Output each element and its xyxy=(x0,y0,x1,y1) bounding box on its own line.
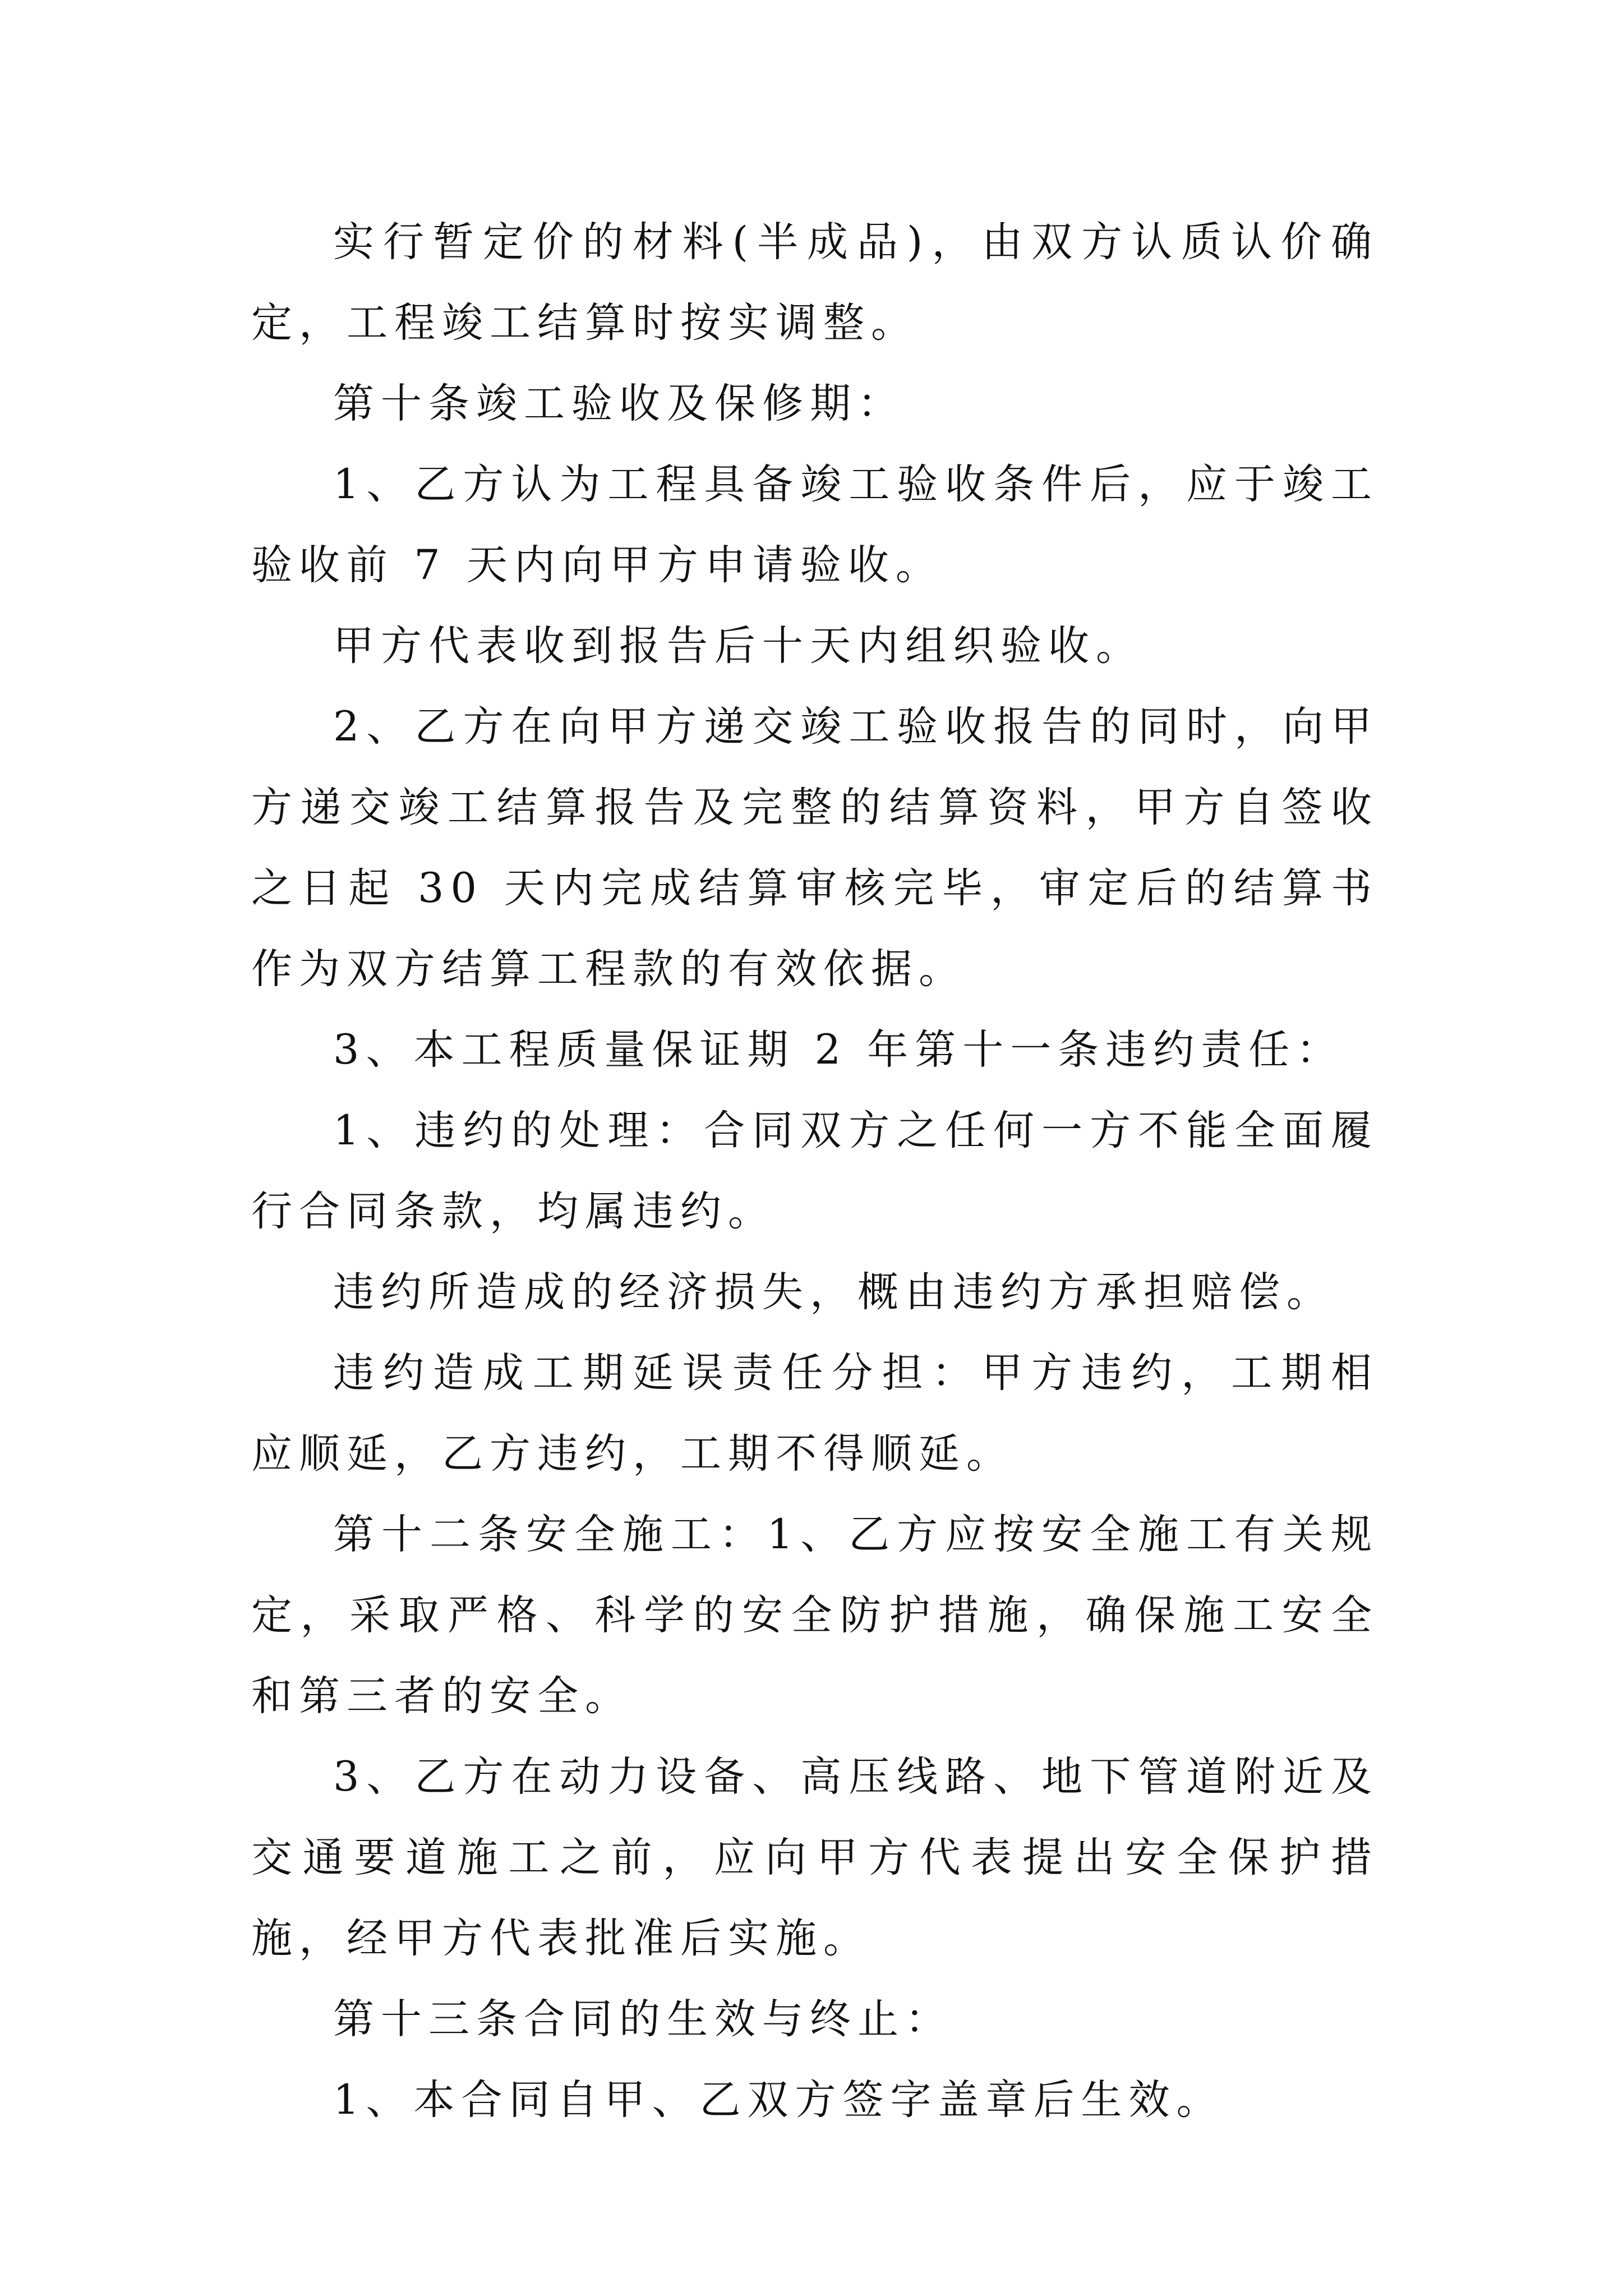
paragraph-9: 违约造成工期延误责任分担：甲方违约，工期相应顺延，乙方违约，工期不得顺延。 xyxy=(251,1349,1378,1478)
paragraph-6: 3、本工程质量保证期 2 年第十一条违约责任： xyxy=(333,1026,1344,1074)
paragraph-5: 2、乙方在向甲方递交竣工验收报告的同时，向甲方递交竣工结算报告及完整的结算资料，甲方自签收之日起 30 天内完成结算审核完毕，审定后的结算书作为双方结算工程款的有效依据。 xyxy=(251,703,1378,993)
paragraph-4: 甲方代表收到报告后十天内组织验收。 xyxy=(333,622,1144,670)
paragraph-10: 第十二条安全施工：1、乙方应按安全施工有关规定，采取严格、科学的安全防护措施，确保施工安全和第三者的安全。 xyxy=(251,1511,1378,1720)
paragraph-7: 1、违约的处理：合同双方之任何一方不能全面履行合同条款，均属违约。 xyxy=(251,1107,1378,1235)
paragraph-13: 1、本合同自甲、乙双方签字盖章后生效。 xyxy=(333,2076,1224,2124)
paragraph-11: 3、乙方在动力设备、高压线路、地下管道附近及交通要道施工之前，应向甲方代表提出安全保护措施，经甲方代表批准后实施。 xyxy=(251,1753,1378,1962)
paragraph-1: 实行暂定价的材料(半成品)，由双方认质认价确定，工程竣工结算时按实调整。 xyxy=(251,218,1378,347)
paragraph-3: 1、乙方认为工程具备竣工验收条件后，应于竣工验收前 7 天内向甲方申请验收。 xyxy=(251,461,1378,589)
document-body xyxy=(251,202,1378,2141)
paragraph-8: 违约所造成的经济损失，概由违约方承担赔偿。 xyxy=(333,1268,1334,1316)
paragraph-12: 第十三条合同的生效与终止： xyxy=(333,1995,953,2043)
paragraph-2: 第十条竣工验收及保修期： xyxy=(333,380,905,427)
